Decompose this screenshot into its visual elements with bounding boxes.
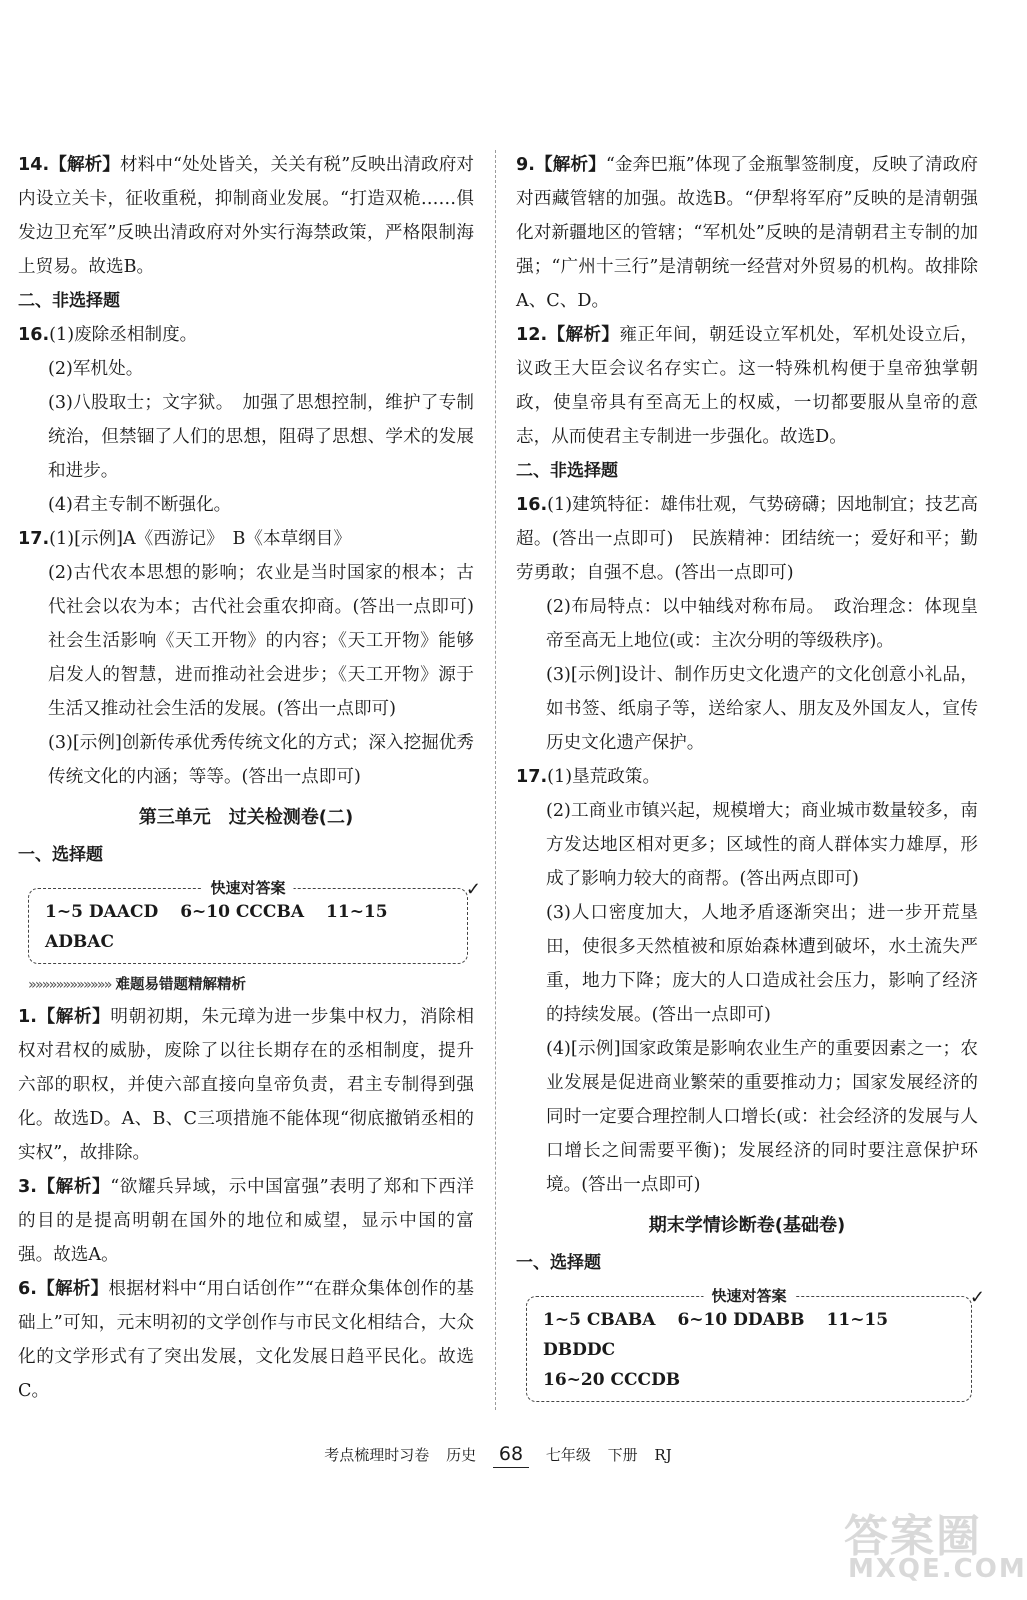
footer-book: 考点梳理时习卷 <box>324 1446 430 1464</box>
footer-volume: 下册 <box>607 1446 638 1464</box>
column-divider <box>495 150 496 1410</box>
page-number: 68 <box>493 1441 529 1468</box>
checkmark-icon: ✓ <box>465 879 481 900</box>
page-footer <box>0 1440 996 1470</box>
answer-q16: 16.(1)建筑特征：雄伟壮观，气势磅礴；因地制宜；技艺高超。(答出一点即可) 民族精神：团结统一；爱好和平；勤劳勇敢；自强不息。(答出一点即可) (2)布局特点：以中轴线对称布局。 政治理念：体现皇帝至高无上地位(或：主次分明的等级秩序)。 (3)[示例]设计、制作历史文化遗产的文化创意小礼品，如书签、纸扇子等，送给家人、朋友及外国友人，宣传历史文化遗产保护。 <box>516 495 978 753</box>
quick-answer-box <box>28 879 481 964</box>
analysis-heading: »»»»»»»»»»»» 难题易错题精解精析 <box>28 977 247 993</box>
answer-range: 6~10 CCCBA <box>180 902 305 922</box>
answer-q17: 17.(1)[示例]A《西游记》 B《本草纲目》 (2)古代农本思想的影响；农业是当时国家的根本；古代社会以农为本；古代社会重农抑商。(答出一点即可) 社会生活影响《天工开物》的内容；《天工开物》能够启发人的智慧，进而推动社会进步；《天工开物》源于生活又推动社会生活的发展。(答出一点即可) (3)[示例]创新传承优秀传统文化的方式；深入挖掘优秀传统文化的内涵；等等。(答出一点即可) <box>18 529 492 787</box>
answer-q1: 1.【解析】明朝初期，朱元璋为进一步集中权力，消除相权对君权的威胁，废除了以往长期存在的丞相制度，提升六部的职权，并使六部直接向皇帝负责，君主专制得到强化。故选D。A、B、C三项措施不能体现“彻底撤销丞相的实权”，故排除。 <box>18 1007 474 1163</box>
answer-q17: 17.(1)垦荒政策。 (2)工商业市镇兴起，规模增大；商业城市数量较多，南方发达地区相对更多；区域性的商人群体实力雄厚，形成了影响力较大的商帮。(答出两点即可) (3)人口密度加大，人地矛盾逐渐突出；进一步开荒垦田，使很多天然植被和原始森林遭到破坏，水土流失严重，地力下降；庞大的人口造成社会压力，影响了经济的持续发展。(答出一点即可) (4)[示例]国家政策是影响农业生产的重要因素之一；农业发展是促进商业繁荣的重要推动力；国家发展经济的同时一定要合理控制人口增长(或：社会经济的发展与人口增长之间需要平衡)；发展经济的同时要注意保护环境。(答出一点即可) <box>516 767 978 1195</box>
checkmark-icon: ✓ <box>969 1287 985 1308</box>
answer-range: 6~10 DDABB <box>677 1310 805 1330</box>
section-heading-nonchoice: 二、非选择题 <box>18 291 120 311</box>
section-heading-choice: 一、选择题 <box>516 1253 601 1273</box>
arrow-decoration-icon: »»»»»»»»»»»» <box>28 977 111 993</box>
answer-range: 1~5 DAACD <box>45 902 159 922</box>
section-heading-nonchoice: 二、非选择题 <box>516 461 618 481</box>
watermark-logo: 答案圈 MXQE.COM <box>844 1511 1027 1584</box>
answer-q14: 14.【解析】材料中“处处皆关，关关有税”反映出清政府对内设立关卡，征收重税，抑制商业发展。“打造双桅……俱发边卫充军”反映出清政府对外实行海禁政策，严格限制海上贸易。故选B。 <box>18 155 474 277</box>
answer-range: 11~15 ADBAC <box>45 902 388 952</box>
answer-range: 16~20 CCCDB <box>543 1370 681 1390</box>
exam-title: 期末学情诊断卷(基础卷) <box>648 1215 846 1236</box>
footer-edition: RJ <box>654 1446 672 1464</box>
answer-q9: 9.【解析】“金奔巴瓶”体现了金瓶掣签制度，反映了清政府对西藏管辖的加强。故选B。“伊犁将军府”反映的是清朝强化对新疆地区的管辖；“军机处”反映的是清朝君主专制的加强；“广州十三行”是清朝统一经营对外贸易的机构。故排除A、C、D。 <box>516 155 978 311</box>
answer-q12: 12.【解析】雍正年间，朝廷设立军机处，军机处设立后，议政王大臣会议名存实亡。这一特殊机构便于皇帝独掌朝政，使皇帝具有至高无上的权威，一切都要服从皇帝的意志，从而使君主专制进一步强化。故选D。 <box>516 325 978 447</box>
quick-answer-caption: 快速对答案 <box>703 1283 794 1309</box>
answer-range: 11~15 DBDDC <box>543 1310 889 1360</box>
quick-answer-box <box>526 1287 985 1402</box>
answer-range: 1~5 CBABA <box>543 1310 656 1330</box>
footer-grade: 七年级 <box>545 1446 591 1464</box>
unit-title: 第三单元 过关检测卷(二) <box>138 807 354 828</box>
section-heading-choice: 一、选择题 <box>18 845 103 865</box>
answer-q3: 3.【解析】“欲耀兵异域，示中国富强”表明了郑和下西洋的目的是提高明朝在国外的地位和威望，显示中国的富强。故选A。 <box>18 1177 474 1265</box>
left-column <box>18 148 492 1408</box>
answer-q6: 6.【解析】根据材料中“用白话创作”“在群众集体创作的基础上”可知，元末明初的文学创作与市民文化相结合，大众化的文学形式有了突出发展，文化发展日趋平民化。故选C。 <box>18 1279 474 1401</box>
quick-answer-caption: 快速对答案 <box>202 875 293 901</box>
footer-subject: 历史 <box>446 1446 477 1464</box>
answer-q16: 16.(1)废除丞相制度。 (2)军机处。 (3)八股取士；文字狱。 加强了思想控制，维护了专制统治，但禁锢了人们的思想，阻碍了思想、学术的发展和进步。 (4)君主专制不断强化。 <box>18 325 474 515</box>
right-column <box>516 148 985 1408</box>
